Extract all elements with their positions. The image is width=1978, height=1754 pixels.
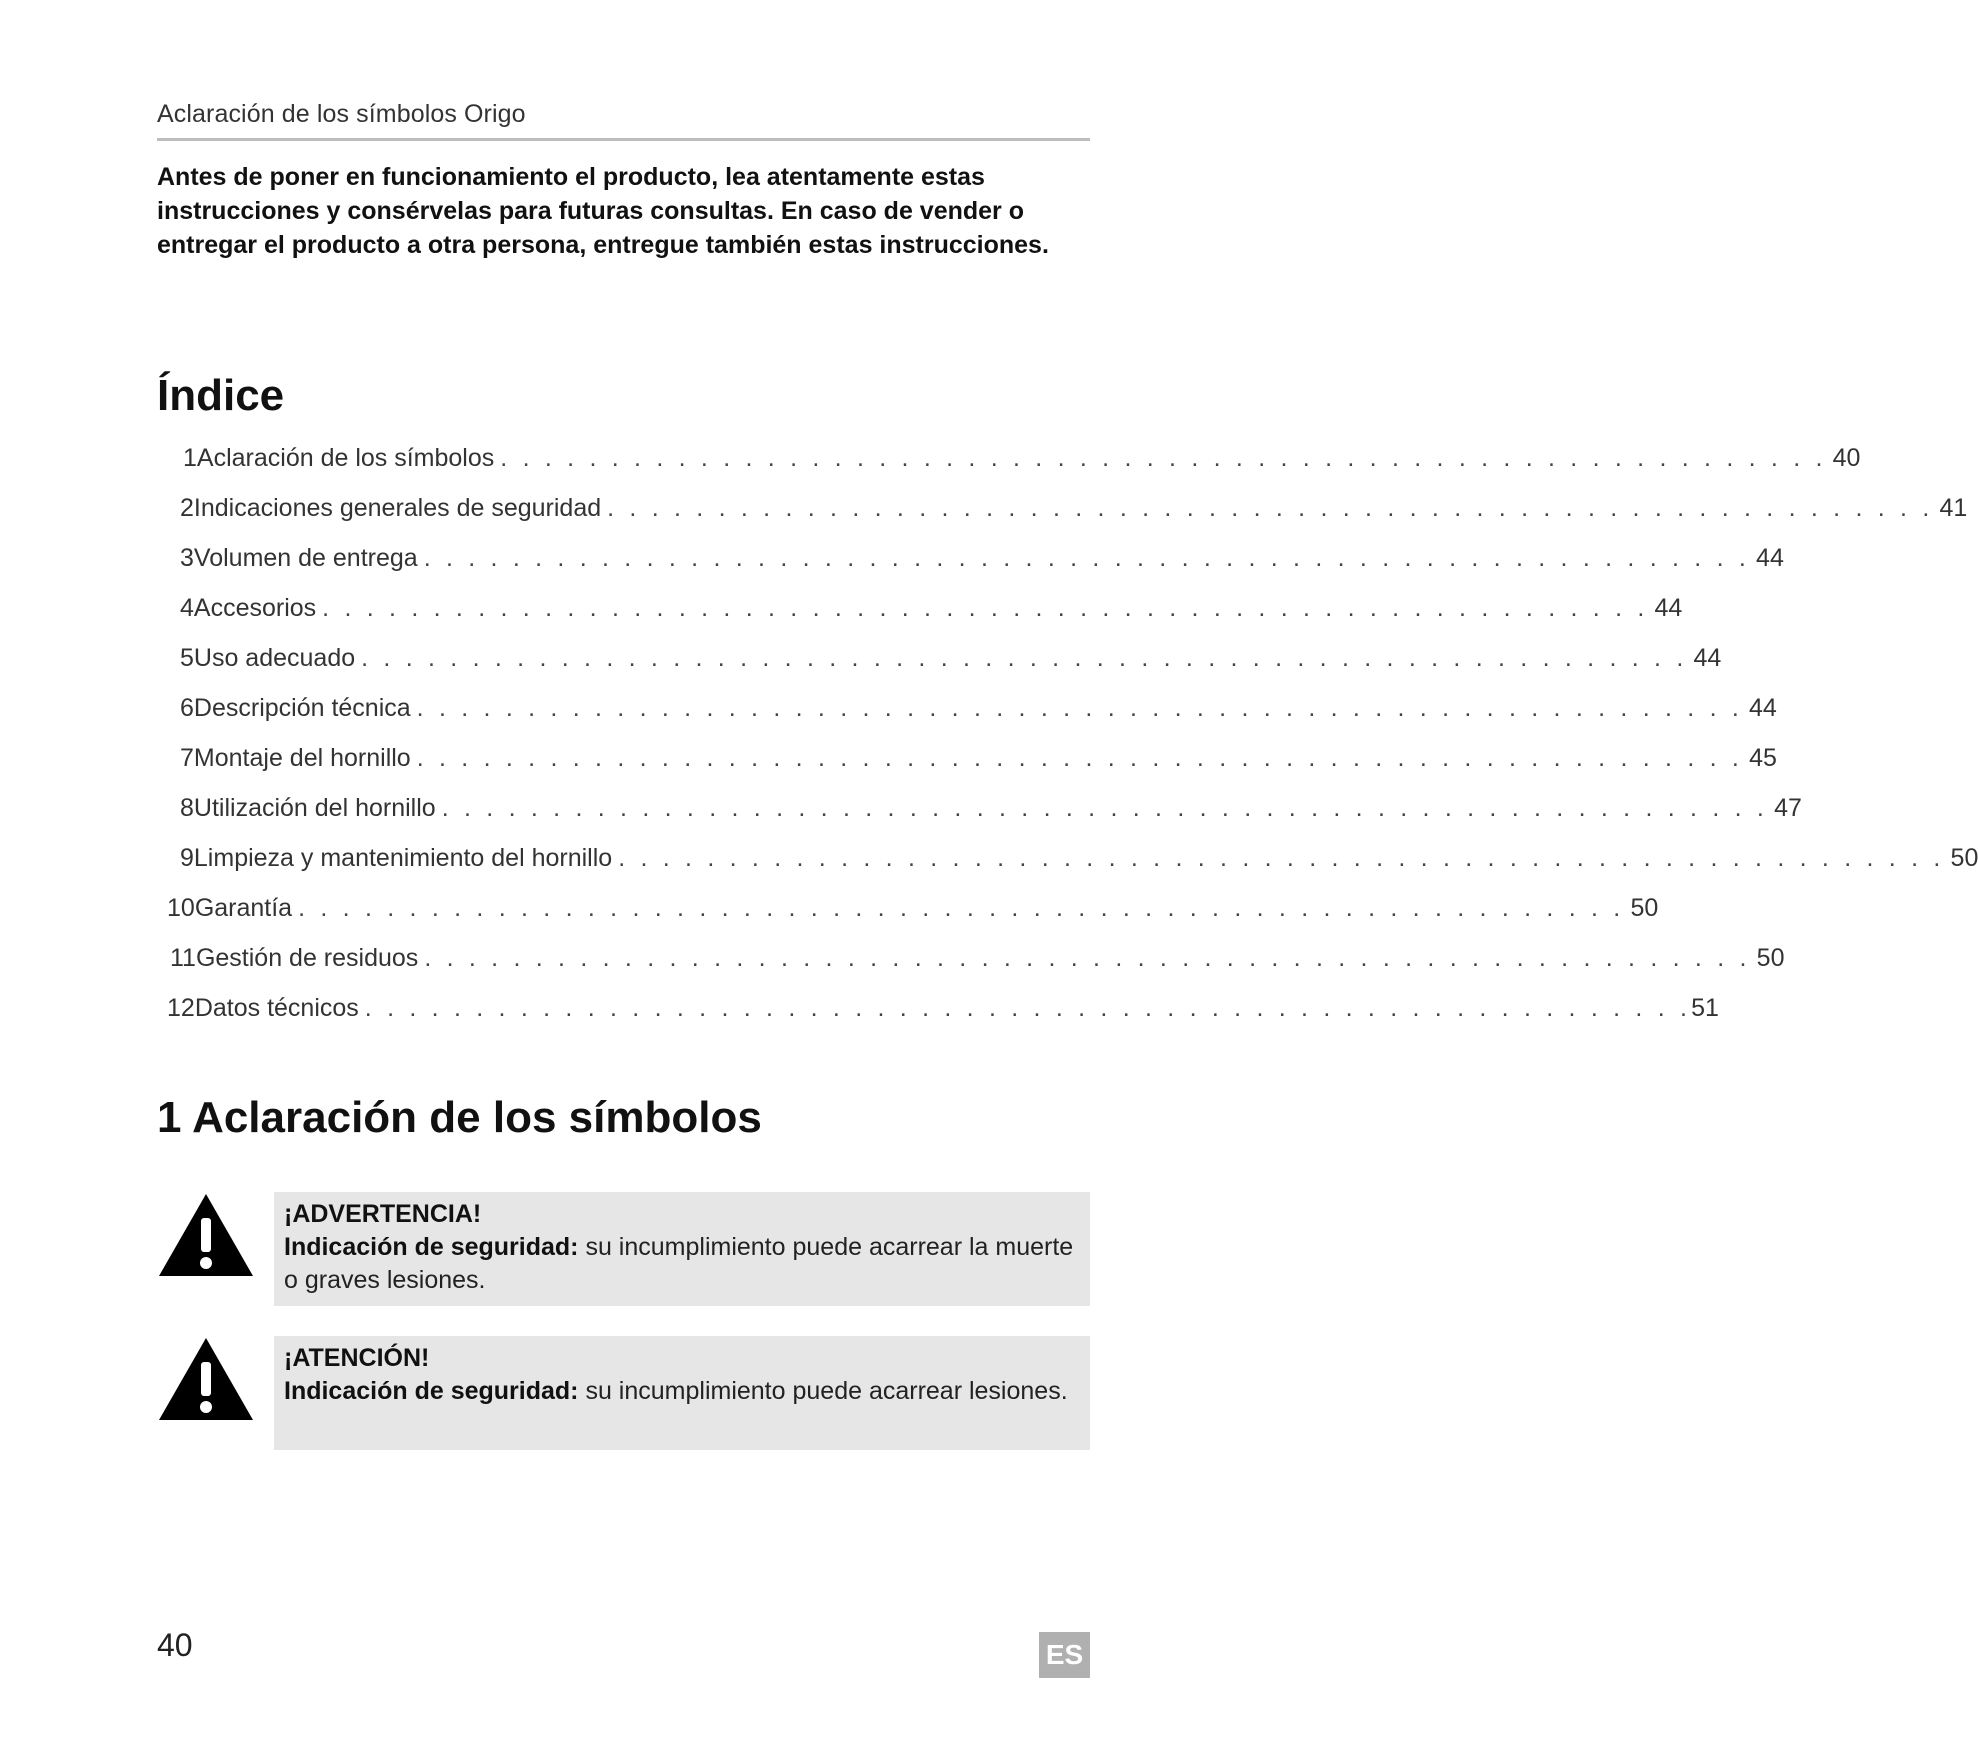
toc-entry[interactable]	[170, 940, 1785, 976]
toc-entry[interactable]	[180, 490, 1968, 526]
toc-leader-dots: . . . . . . . . . . . . . . . . . . . . . . . . . . . . . . . . . . . . . . . . . . . . . . . . . . . . . . . . . . . .	[607, 494, 1934, 522]
warning-triangle-icon	[157, 1192, 255, 1278]
toc-entry[interactable]	[180, 540, 1784, 576]
header-rule	[157, 138, 1090, 141]
toc-entry[interactable]	[180, 690, 1777, 726]
toc-entry-number: 3	[180, 544, 194, 572]
warning-triangle-icon	[157, 1336, 255, 1422]
toc-leader-dots: . . . . . . . . . . . . . . . . . . . . . . . . . . . . . . . . . . . . . . . . . . . . . . . . . . . . . . . . . . . .	[361, 644, 1688, 672]
toc-leader-dots: . . . . . . . . . . . . . . . . . . . . . . . . . . . . . . . . . . . . . . . . . . . . . . . . . . . . . . . . . . . .	[364, 994, 1692, 1022]
toc-entry-number: 8	[180, 794, 194, 822]
toc-entry-number: 7	[180, 744, 194, 772]
toc-entry-label: Volumen de entrega	[193, 544, 418, 572]
index-title: Índice	[157, 371, 285, 420]
toc-entry-label: Datos técnicos	[194, 994, 359, 1022]
warning-body: su incumplimiento puede acarrear la muerte o graves lesiones.	[284, 1233, 1074, 1294]
toc-entry-label: Garantía	[194, 894, 293, 922]
toc-entry-page: 50	[1756, 944, 1785, 972]
toc-entry-label: Indicaciones generales de seguridad	[193, 494, 602, 522]
page-number: 40	[157, 1627, 193, 1663]
running-header: Aclaración de los símbolos Origo	[157, 100, 526, 128]
warning-keyword: ¡ATENCIÓN!	[284, 1344, 430, 1372]
warning-lead: Indicación de seguridad:	[284, 1233, 579, 1261]
section-title: 1 Aclaración de los símbolos	[157, 1093, 762, 1142]
toc-entry-page: 50	[1950, 844, 1978, 872]
toc-leader-dots: . . . . . . . . . . . . . . . . . . . . . . . . . . . . . . . . . . . . . . . . . . . . . . . . . . . . . . . . . . . .	[298, 894, 1625, 922]
toc-entry-page: 40	[1832, 444, 1861, 472]
toc-entry[interactable]	[183, 440, 1861, 476]
toc-entry[interactable]	[180, 840, 1978, 876]
toc-entry[interactable]	[180, 790, 1802, 826]
toc-leader-dots: . . . . . . . . . . . . . . . . . . . . . . . . . . . . . . . . . . . . . . . . . . . . . . . . . . . . . . . . . . . .	[416, 694, 1744, 722]
toc-entry-label: Gestión de residuos	[195, 944, 419, 972]
toc-entry-label: Montaje del hornillo	[193, 744, 411, 772]
language-badge: ES	[1039, 1632, 1090, 1678]
toc-entry-label: Aclaración de los símbolos	[196, 444, 495, 472]
toc-entry-page: 44	[1749, 694, 1777, 722]
intro-paragraph: Antes de poner en funcionamiento el producto, lea atentamente estas instrucciones y consérvelas para futuras consultas. En caso de vender o entregar el producto a otra persona, entregue también estas instrucciones.	[157, 163, 1049, 259]
toc-entry-page: 45	[1749, 744, 1777, 772]
toc-entry[interactable]	[167, 990, 1719, 1026]
toc-entry[interactable]	[180, 640, 1722, 676]
warning-text	[284, 1375, 1080, 1408]
toc-entry-label: Limpieza y mantenimiento del hornillo	[193, 844, 613, 872]
toc-entry-label: Uso adecuado	[193, 644, 356, 672]
toc-entry-label: Descripción técnica	[193, 694, 411, 722]
toc-leader-dots: . . . . . . . . . . . . . . . . . . . . . . . . . . . . . . . . . . . . . . . . . . . . . . . . . . . . . . . . . . . .	[618, 844, 1945, 872]
toc-entry-page: 44	[1654, 594, 1683, 622]
toc-entry-number: 6	[180, 694, 194, 722]
toc-entry-number: 11	[170, 944, 196, 972]
toc-entry-number: 1	[183, 444, 197, 472]
warning-box	[274, 1192, 1090, 1306]
toc-entry-number: 10	[167, 894, 195, 922]
toc-entry[interactable]	[180, 740, 1777, 776]
warning-text	[284, 1231, 1080, 1297]
toc-entry-number: 5	[180, 644, 194, 672]
warning-keyword: ¡ADVERTENCIA!	[284, 1200, 482, 1228]
toc-entry[interactable]	[167, 890, 1659, 926]
toc-entry-label: Accesorios	[193, 594, 317, 622]
toc-entry-page: 47	[1774, 794, 1802, 822]
toc-entry-label: Utilización del hornillo	[193, 794, 436, 822]
caution-box	[274, 1336, 1090, 1450]
toc-leader-dots: . . . . . . . . . . . . . . . . . . . . . . . . . . . . . . . . . . . . . . . . . . . . . . . . . . . . . . . . . . . .	[500, 444, 1827, 472]
warning-lead: Indicación de seguridad:	[284, 1377, 579, 1405]
toc-entry-number: 9	[180, 844, 194, 872]
toc-entry-page: 44	[1693, 644, 1722, 672]
toc-entry-page: 50	[1630, 894, 1659, 922]
toc-leader-dots: . . . . . . . . . . . . . . . . . . . . . . . . . . . . . . . . . . . . . . . . . . . . . . . . . . . . . . . . . . . .	[441, 794, 1769, 822]
toc-leader-dots: . . . . . . . . . . . . . . . . . . . . . . . . . . . . . . . . . . . . . . . . . . . . . . . . . . . . . . . . . . . .	[424, 944, 1751, 972]
warning-body: su incumplimiento puede acarrear lesiones.	[578, 1377, 1068, 1405]
toc-entry-page: 44	[1756, 544, 1784, 572]
toc-entry-number: 2	[180, 494, 194, 522]
toc-leader-dots: . . . . . . . . . . . . . . . . . . . . . . . . . . . . . . . . . . . . . . . . . . . . . . . . . . . . . . . . . . . .	[416, 744, 1744, 772]
toc-entry[interactable]	[180, 590, 1683, 626]
toc-entry-number: 4	[180, 594, 194, 622]
toc-entry-page: 41	[1939, 494, 1968, 522]
toc-entry-page: 51	[1691, 994, 1719, 1022]
toc-entry-number: 12	[167, 994, 195, 1022]
toc-leader-dots: . . . . . . . . . . . . . . . . . . . . . . . . . . . . . . . . . . . . . . . . . . . . . . . . . . . . . . . . . . . .	[423, 544, 1751, 572]
toc-leader-dots: . . . . . . . . . . . . . . . . . . . . . . . . . . . . . . . . . . . . . . . . . . . . . . . . . . . . . . . . . . . .	[322, 594, 1649, 622]
